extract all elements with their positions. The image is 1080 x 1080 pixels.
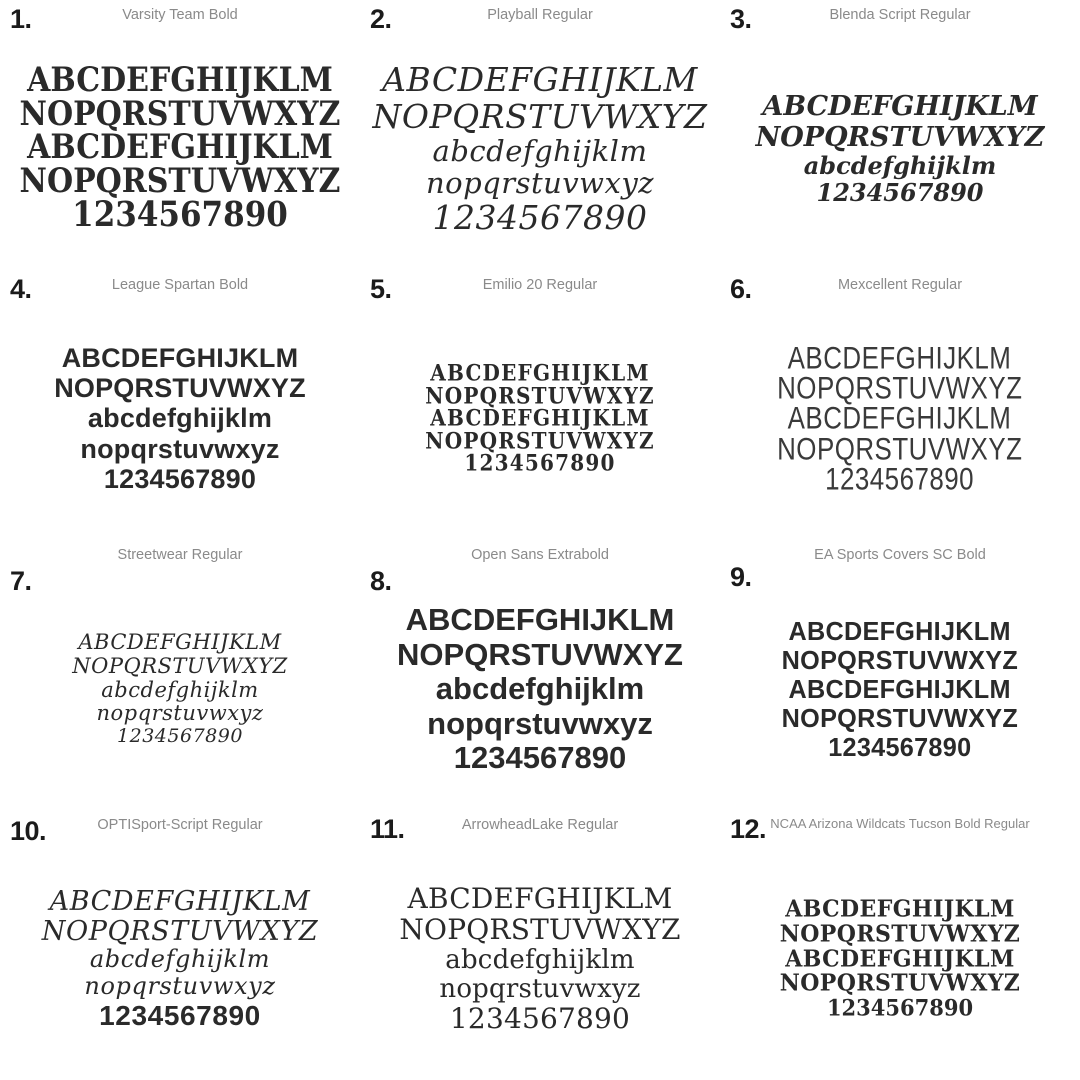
specimen-line: nopqrstuvwxyz — [439, 974, 641, 1005]
specimen-header-10 — [6, 814, 354, 846]
specimen-card-3 — [720, 0, 1080, 270]
specimen-line: ABCDEFGHIJKLM — [382, 60, 698, 100]
specimen-line: ABCDEFGHIJKLM — [27, 61, 333, 101]
specimen-line-digits: 1234567890 — [464, 450, 616, 477]
specimen-line: ABCDEFGHIJKLM — [762, 91, 1038, 123]
specimen-header-2 — [366, 4, 714, 34]
specimen-preview-9 — [726, 570, 1074, 808]
specimen-line: NOPQRSTUVWXYZ — [781, 703, 1019, 734]
font-name-11: ArrowheadLake Regular — [461, 817, 619, 833]
specimen-number-7: 7. — [10, 566, 32, 596]
font-name-10: OPTISport-Script Regular — [97, 817, 263, 833]
specimen-line: abcdefghijklm — [432, 133, 648, 168]
specimen-number-4: 4. — [10, 274, 32, 304]
specimen-line-digits: 1234567890 — [828, 732, 972, 763]
specimen-number-10: 10. — [10, 816, 47, 846]
specimen-header-12 — [726, 814, 1074, 844]
specimen-line: nopqrstuvwxyz — [80, 433, 280, 464]
specimen-line: NOPQRSTUVWXYZ — [777, 370, 1023, 406]
specimen-card-4 — [0, 270, 360, 540]
specimen-card-1 — [0, 0, 360, 270]
specimen-line-digits: 1234567890 — [103, 463, 257, 494]
specimen-line: abcdefghijklm — [445, 945, 635, 976]
specimen-line: ABCDEFGHIJKLM — [788, 340, 1012, 376]
specimen-number-2: 2. — [370, 4, 392, 34]
specimen-card-10 — [0, 810, 360, 1080]
specimen-card-11 — [360, 810, 720, 1080]
specimen-header-11 — [366, 814, 714, 844]
font-name-3: Blenda Script Regular — [829, 7, 971, 23]
specimen-line: ABCDEFGHIJKLM — [788, 400, 1012, 437]
specimen-preview-4 — [6, 300, 354, 538]
specimen-line: ABCDEFGHIJKLM — [785, 895, 1015, 923]
specimen-line: abcdefghijklm — [87, 403, 273, 434]
specimen-line: nopqrstuvwxyz — [427, 705, 653, 741]
specimen-number-11: 11. — [370, 814, 405, 844]
specimen-preview-5 — [366, 300, 714, 538]
specimen-line: NOPQRSTUVWXYZ — [41, 915, 319, 947]
specimen-header-1 — [6, 4, 354, 34]
specimen-header-4 — [6, 274, 354, 304]
specimen-header-6 — [726, 274, 1074, 304]
specimen-preview-1 — [6, 30, 354, 268]
font-name-5: Emilio 20 Regular — [482, 277, 598, 293]
specimen-card-2 — [360, 0, 720, 270]
specimen-line: ABCDEFGHIJKLM — [785, 944, 1015, 973]
specimen-line-digits: 1234567890 — [449, 1002, 631, 1036]
specimen-line: NOPQRSTUVWXYZ — [397, 636, 683, 672]
specimen-preview-2 — [366, 30, 714, 268]
specimen-line: ABCDEFGHIJKLM — [61, 343, 299, 374]
specimen-line: NOPQRSTUVWXYZ — [399, 912, 681, 946]
specimen-line: nopqrstuvwxyz — [425, 165, 655, 200]
font-name-8: Open Sans Extrabold — [471, 547, 609, 563]
specimen-card-9 — [720, 540, 1080, 810]
specimen-card-7 — [0, 540, 360, 810]
specimen-line: abcdefghijklm — [89, 945, 271, 974]
specimen-line: NOPQRSTUVWXYZ — [425, 382, 655, 409]
specimen-line: ABCDEFGHIJKLM — [788, 615, 1012, 646]
specimen-line-digits: 1234567890 — [117, 725, 243, 748]
specimen-preview-7 — [6, 570, 354, 808]
specimen-line-digits: 1234567890 — [453, 740, 627, 776]
specimen-preview-10 — [6, 840, 354, 1078]
specimen-line: abcdefghijklm — [101, 677, 259, 702]
specimen-line-digits: 1234567890 — [816, 177, 984, 207]
specimen-preview-6 — [726, 300, 1074, 538]
specimen-number-6: 6. — [730, 274, 752, 304]
specimen-card-8 — [360, 540, 720, 810]
specimen-line-digits: 1234567890 — [826, 994, 974, 1021]
specimen-line: ABCDEFGHIJKLM — [430, 359, 650, 387]
specimen-line: NOPQRSTUVWXYZ — [779, 920, 1021, 948]
font-name-7: Streetwear Regular — [117, 547, 243, 563]
specimen-line: ABCDEFGHIJKLM — [788, 673, 1012, 704]
specimen-number-1: 1. — [10, 4, 32, 34]
specimen-header-3 — [726, 4, 1074, 34]
specimen-number-8: 8. — [370, 566, 392, 596]
specimen-line: ABCDEFGHIJKLM — [430, 404, 650, 432]
specimen-header-7 — [6, 544, 354, 596]
specimen-line-digits: 1234567890 — [432, 198, 648, 238]
specimen-header-8 — [366, 544, 714, 596]
specimen-line: nopqrstuvwxyz — [96, 701, 264, 726]
specimen-line: NOPQRSTUVWXYZ — [425, 427, 655, 454]
font-name-6: Mexcellent Regular — [837, 277, 963, 293]
specimen-line: NOPQRSTUVWXYZ — [779, 969, 1021, 998]
specimen-number-12: 12. — [730, 814, 767, 844]
specimen-preview-3 — [726, 30, 1074, 268]
specimen-line: NOPQRSTUVWXYZ — [19, 161, 341, 201]
specimen-card-6 — [720, 270, 1080, 540]
specimen-line: NOPQRSTUVWXYZ — [54, 373, 306, 404]
specimen-preview-11 — [366, 840, 714, 1078]
font-name-9: EA Sports Covers SC Bold — [814, 547, 986, 563]
specimen-line: nopqrstuvwxyz — [84, 972, 276, 1001]
specimen-line: NOPQRSTUVWXYZ — [72, 654, 288, 679]
specimen-header-5 — [366, 274, 714, 304]
specimen-line: NOPQRSTUVWXYZ — [755, 121, 1045, 153]
specimen-line: ABCDEFGHIJKLM — [407, 881, 673, 915]
specimen-line: ABCDEFGHIJKLM — [78, 630, 282, 655]
font-name-1: Varsity Team Bold — [122, 7, 238, 23]
specimen-line: abcdefghijklm — [803, 150, 997, 180]
font-name-4: League Spartan Bold — [111, 277, 249, 293]
specimen-number-9: 9. — [730, 562, 752, 592]
specimen-line: abcdefghijklm — [435, 671, 645, 707]
specimen-line: NOPQRSTUVWXYZ — [781, 644, 1019, 675]
specimen-line-digits: 1234567890 — [72, 194, 288, 236]
specimen-line: ABCDEFGHIJKLM — [405, 602, 675, 638]
specimen-card-12 — [720, 810, 1080, 1080]
specimen-line: NOPQRSTUVWXYZ — [19, 94, 341, 134]
specimen-preview-8 — [366, 570, 714, 808]
specimen-number-5: 5. — [370, 274, 392, 304]
specimen-number-3: 3. — [730, 4, 752, 34]
specimen-line: ABCDEFGHIJKLM — [49, 885, 311, 917]
font-name-12: NCAA Arizona Wildcats Tucson Bold Regular — [770, 816, 1030, 831]
specimen-card-5 — [360, 270, 720, 540]
specimen-line: NOPQRSTUVWXYZ — [372, 96, 708, 136]
specimen-preview-12 — [726, 840, 1074, 1078]
font-name-2: Playball Regular — [487, 7, 593, 23]
specimen-line: ABCDEFGHIJKLM — [27, 128, 333, 168]
specimen-line: NOPQRSTUVWXYZ — [777, 430, 1023, 467]
specimen-line-digits: 1234567890 — [99, 999, 261, 1031]
specimen-header-9 — [726, 544, 1074, 592]
specimen-line-digits: 1234567890 — [825, 460, 975, 497]
